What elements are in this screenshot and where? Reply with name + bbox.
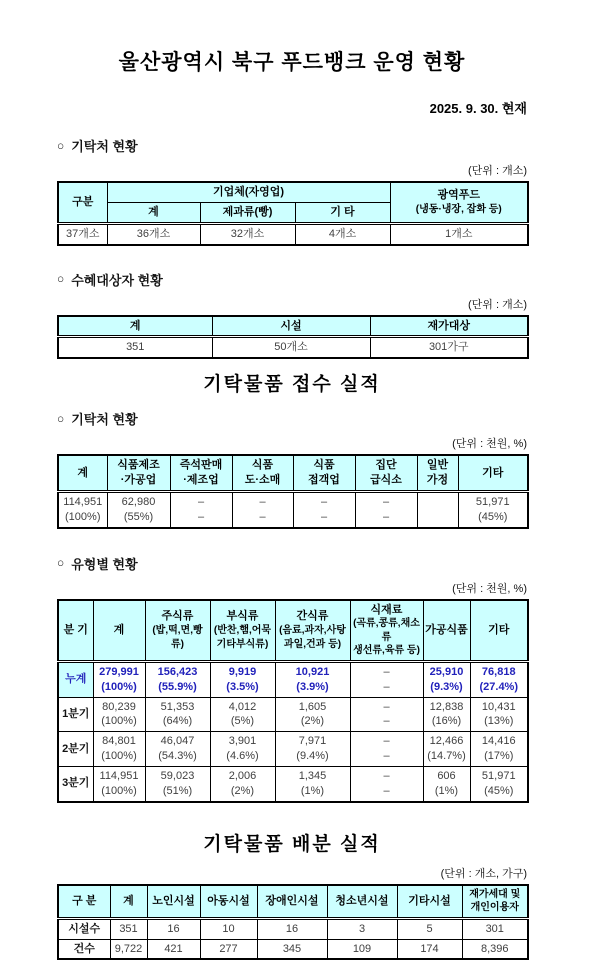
data-cell: 16 bbox=[257, 918, 327, 939]
percent-line: – bbox=[383, 784, 390, 797]
row-label: 1분기 bbox=[58, 697, 93, 732]
data-cell bbox=[210, 661, 275, 697]
section-receipt-type-heading bbox=[57, 554, 527, 573]
value-line: 76,818 bbox=[481, 665, 516, 678]
percent-line: (45%) bbox=[484, 784, 514, 797]
value-line: 51,353 bbox=[160, 700, 195, 713]
value-line: – bbox=[383, 770, 390, 782]
column-header: 기타시설 bbox=[397, 885, 462, 919]
section-heading-text: 수혜대상자 현황 bbox=[71, 272, 163, 288]
header-line: 생선류,육류 등) bbox=[353, 645, 420, 657]
section-heading-text: 기탁처 현황 bbox=[71, 412, 138, 428]
data-cell bbox=[93, 732, 145, 767]
value-line: 114,951 bbox=[99, 770, 139, 782]
column-header bbox=[355, 455, 417, 491]
column-header: 계 bbox=[58, 316, 212, 337]
header-line: 재가세대 및 bbox=[469, 888, 521, 900]
percent-line: (100%) bbox=[101, 680, 137, 693]
data-cell: 36개소 bbox=[107, 223, 200, 244]
data-cell bbox=[423, 661, 470, 697]
data-cell bbox=[423, 767, 470, 802]
data-cell bbox=[275, 697, 350, 732]
header-line: (음료,과자,사탕 bbox=[279, 625, 346, 637]
value-line: 10,431 bbox=[481, 700, 516, 713]
value-line: 1,605 bbox=[298, 700, 327, 713]
value-line: – bbox=[383, 665, 390, 678]
data-cell: 351 bbox=[58, 337, 212, 358]
column-header bbox=[275, 600, 350, 662]
data-cell bbox=[275, 767, 350, 802]
header-line: 가정 bbox=[426, 474, 449, 487]
column-header: 구 분 bbox=[58, 885, 110, 919]
percent-line: (14.7%) bbox=[427, 750, 466, 763]
value-line: 51,971 bbox=[481, 770, 516, 782]
value-line: 80,239 bbox=[102, 700, 136, 713]
percent-line: (54.3%) bbox=[158, 750, 197, 763]
data-cell: 277 bbox=[200, 939, 257, 959]
distribution-section-title: 기탁물품 배분 실적 bbox=[203, 833, 381, 855]
column-header bbox=[170, 455, 232, 491]
column-header: 가공식품 bbox=[423, 600, 470, 662]
data-cell bbox=[470, 767, 528, 802]
column-header: 노인시설 bbox=[147, 885, 200, 919]
data-cell bbox=[350, 767, 423, 802]
unit-label: (단위 : 개소) bbox=[468, 165, 527, 177]
row-label: 건수 bbox=[58, 939, 110, 959]
data-cell bbox=[458, 491, 528, 527]
data-cell bbox=[470, 732, 528, 767]
percent-line: (100%) bbox=[101, 784, 137, 797]
data-cell bbox=[145, 767, 210, 802]
header-line: 주식류 bbox=[161, 610, 194, 623]
receipt-section-title: 기탁물품 접수 실적 bbox=[203, 374, 381, 396]
value-line: 606 bbox=[437, 770, 456, 782]
column-header: 시설 bbox=[212, 316, 370, 337]
header-line: 접객업 bbox=[308, 474, 340, 487]
column-header: 재가대상 bbox=[370, 316, 528, 337]
page-title: 울산광역시 북구 푸드뱅크 운영 현황 bbox=[118, 51, 466, 74]
header-line: (밥,떡,면,빵류) bbox=[152, 625, 203, 650]
percent-line: (1%) bbox=[434, 784, 459, 797]
circle-bullet-icon: ○ bbox=[57, 411, 65, 427]
data-cell: 5 bbox=[397, 918, 462, 939]
data-cell bbox=[232, 491, 293, 527]
circle-bullet-icon: ○ bbox=[57, 138, 65, 153]
percent-line: – bbox=[382, 510, 390, 523]
data-cell bbox=[423, 732, 470, 767]
header-line: 간식류 bbox=[296, 610, 329, 623]
value-line: 279,991 bbox=[99, 665, 139, 678]
data-cell: 109 bbox=[327, 939, 397, 959]
data-cell bbox=[470, 697, 528, 732]
data-cell: 50개소 bbox=[212, 337, 370, 358]
percent-line: (100%) bbox=[65, 510, 101, 523]
value-line: 4,012 bbox=[228, 700, 257, 713]
percent-line: (17%) bbox=[484, 750, 514, 763]
value-line: 14,416 bbox=[481, 735, 516, 748]
percent-line: (51%) bbox=[162, 784, 193, 797]
percent-line: – bbox=[383, 750, 390, 763]
data-cell bbox=[423, 697, 470, 732]
percent-line: – bbox=[320, 510, 328, 523]
data-cell: 301 bbox=[462, 918, 528, 939]
value-line: – bbox=[259, 495, 266, 508]
value-line: 59,023 bbox=[160, 770, 195, 782]
percent-line: (100%) bbox=[101, 750, 137, 763]
value-line: – bbox=[320, 495, 328, 508]
data-cell bbox=[145, 661, 210, 697]
percent-line: (9.3%) bbox=[430, 680, 463, 693]
percent-line: (27.4%) bbox=[479, 680, 519, 693]
data-cell: 301가구 bbox=[370, 337, 528, 358]
unit-label: (단위 : 천원, %) bbox=[452, 438, 527, 451]
row-label: 2분기 bbox=[58, 732, 93, 767]
data-cell: 421 bbox=[147, 939, 200, 959]
data-cell bbox=[93, 767, 145, 802]
value-line: 46,047 bbox=[160, 735, 195, 748]
data-cell: 32개소 bbox=[200, 223, 295, 244]
value-line: 12,466 bbox=[429, 735, 464, 748]
data-cell: 174 bbox=[397, 939, 462, 959]
header-line: ·제조업 bbox=[183, 474, 219, 487]
data-cell bbox=[210, 767, 275, 802]
data-cell: 1개소 bbox=[390, 223, 528, 244]
data-cell bbox=[293, 491, 355, 527]
data-cell: 3 bbox=[327, 918, 397, 939]
header-line: (곡류,콩류,채소류 bbox=[353, 618, 420, 643]
column-header bbox=[390, 182, 528, 223]
data-cell bbox=[350, 661, 423, 697]
header-line: ·가공업 bbox=[120, 474, 157, 487]
header-line: 일반 bbox=[426, 459, 449, 472]
header-line: 광역푸드 bbox=[437, 189, 481, 202]
row-label: 시설수 bbox=[58, 918, 110, 939]
data-cell: 351 bbox=[110, 918, 147, 939]
section-heading-text: 기탁처 현황 bbox=[71, 139, 138, 154]
column-header bbox=[210, 600, 275, 662]
column-header-group: 기업체(자영업) bbox=[107, 182, 390, 202]
column-header: 계 bbox=[93, 600, 145, 662]
percent-line: (55%) bbox=[123, 510, 154, 523]
value-line: – bbox=[383, 735, 390, 748]
section-receipt-donor-heading bbox=[57, 409, 527, 428]
percent-line: (55.9%) bbox=[158, 680, 197, 693]
data-cell bbox=[355, 491, 417, 527]
header-line: 도·소매 bbox=[244, 474, 281, 487]
header-line: 급식소 bbox=[370, 474, 402, 487]
column-header: 계 bbox=[110, 885, 147, 919]
column-header bbox=[232, 455, 293, 491]
header-line: (냉동·냉장, 잡화 등) bbox=[415, 204, 502, 216]
value-line: 51,971 bbox=[475, 495, 510, 508]
value-line: 156,423 bbox=[157, 665, 198, 678]
column-header: 제과류(빵) bbox=[200, 202, 295, 223]
percent-line: (4.6%) bbox=[226, 750, 259, 763]
section-beneficiaries-heading bbox=[57, 270, 527, 289]
column-header bbox=[293, 455, 355, 491]
distribution-table bbox=[57, 884, 529, 960]
percent-line: (64%) bbox=[162, 715, 193, 728]
value-line: – bbox=[197, 495, 205, 508]
value-line: 12,838 bbox=[429, 700, 464, 713]
unit-label: (단위 : 천원, %) bbox=[452, 582, 527, 595]
value-line: 84,801 bbox=[102, 735, 136, 748]
percent-line: – bbox=[259, 510, 266, 523]
value-line: 10,921 bbox=[295, 665, 330, 678]
value-line: 3,901 bbox=[228, 735, 257, 748]
column-header: 분 기 bbox=[58, 600, 93, 662]
value-line: 9,919 bbox=[228, 665, 257, 678]
receipt-by-type-table bbox=[57, 599, 529, 803]
data-cell: 16 bbox=[147, 918, 200, 939]
data-cell: 4개소 bbox=[295, 223, 390, 244]
percent-line: (100%) bbox=[101, 715, 137, 728]
data-cell bbox=[93, 697, 145, 732]
percent-line: – bbox=[197, 510, 205, 523]
column-header: 기 타 bbox=[295, 202, 390, 223]
column-header: 기타 bbox=[458, 455, 528, 491]
column-header: 구분 bbox=[58, 182, 107, 223]
data-cell bbox=[350, 697, 423, 732]
column-header: 계 bbox=[107, 202, 200, 223]
column-header bbox=[462, 885, 528, 919]
value-line: 7,971 bbox=[298, 735, 327, 748]
data-cell bbox=[93, 661, 145, 697]
column-header bbox=[107, 455, 170, 491]
header-line: 즉석판매 bbox=[179, 459, 223, 472]
data-cell bbox=[145, 732, 210, 767]
data-cell bbox=[58, 491, 107, 527]
unit-label: (단위 : 개소) bbox=[468, 298, 527, 311]
column-header: 기타 bbox=[470, 600, 528, 662]
header-line: 집단 bbox=[375, 459, 397, 472]
header-line: 개인이용자 bbox=[470, 902, 519, 914]
percent-line: (45%) bbox=[478, 510, 508, 523]
data-cell bbox=[350, 732, 423, 767]
header-line: 식품 bbox=[313, 459, 335, 472]
column-header bbox=[350, 600, 423, 662]
data-cell: 345 bbox=[257, 939, 327, 959]
percent-line: (3.9%) bbox=[296, 680, 329, 693]
column-header: 계 bbox=[58, 455, 107, 491]
data-cell bbox=[145, 697, 210, 732]
data-cell: 10 bbox=[200, 918, 257, 939]
data-cell: 9,722 bbox=[110, 939, 147, 959]
column-header: 장애인시설 bbox=[257, 885, 327, 919]
percent-line: – bbox=[383, 715, 390, 728]
column-header bbox=[145, 600, 210, 662]
data-cell: 8,396 bbox=[462, 939, 528, 959]
percent-line: (2%) bbox=[300, 715, 325, 728]
value-line: – bbox=[383, 700, 390, 713]
percent-line: – bbox=[383, 680, 390, 693]
column-header: 청소년시설 bbox=[327, 885, 397, 919]
unit-label: (단위 : 개소, 가구) bbox=[440, 867, 527, 880]
header-line: (반찬,햄,어묵 bbox=[213, 625, 272, 637]
header-line: 부식류 bbox=[226, 610, 259, 623]
data-cell bbox=[210, 732, 275, 767]
data-cell bbox=[417, 491, 458, 527]
value-line: 25,910 bbox=[429, 665, 464, 678]
data-cell: 37개소 bbox=[58, 223, 107, 244]
receipt-by-donor-table bbox=[57, 454, 529, 528]
value-line: 62,980 bbox=[121, 495, 156, 508]
value-line: 114,951 bbox=[63, 495, 103, 508]
circle-bullet-icon: ○ bbox=[57, 271, 65, 287]
percent-line: (2%) bbox=[230, 784, 255, 797]
data-cell bbox=[210, 697, 275, 732]
header-line: 과일,건과 등) bbox=[283, 638, 342, 650]
row-label: 누계 bbox=[58, 661, 93, 697]
header-line: 식품 bbox=[251, 459, 274, 472]
data-cell bbox=[107, 491, 170, 527]
percent-line: (1%) bbox=[300, 784, 325, 797]
percent-line: (3.5%) bbox=[226, 680, 259, 693]
header-line: 식품제조 bbox=[117, 459, 160, 472]
section-donors-heading bbox=[57, 136, 527, 155]
section-heading-text: 유형별 현황 bbox=[71, 556, 138, 572]
data-cell bbox=[275, 661, 350, 697]
percent-line: (5%) bbox=[230, 715, 255, 728]
value-line: – bbox=[382, 495, 390, 508]
column-header bbox=[417, 455, 458, 491]
beneficiaries-table bbox=[57, 315, 529, 360]
percent-line: (16%) bbox=[431, 715, 462, 728]
data-cell bbox=[170, 491, 232, 527]
row-label: 3분기 bbox=[58, 767, 93, 802]
donors-table bbox=[57, 181, 529, 246]
as-of-date: 2025. 9. 30. 현재 bbox=[429, 101, 527, 116]
percent-line: (9.4%) bbox=[296, 750, 329, 763]
circle-bullet-icon: ○ bbox=[57, 555, 65, 571]
value-line: 2,006 bbox=[228, 770, 257, 782]
percent-line: (13%) bbox=[484, 715, 514, 728]
column-header: 아동시설 bbox=[200, 885, 257, 919]
header-line: 기타부식류) bbox=[216, 638, 269, 650]
data-cell bbox=[470, 661, 528, 697]
data-cell bbox=[275, 732, 350, 767]
value-line: 1,345 bbox=[298, 770, 327, 782]
header-line: 식재료 bbox=[370, 603, 403, 616]
